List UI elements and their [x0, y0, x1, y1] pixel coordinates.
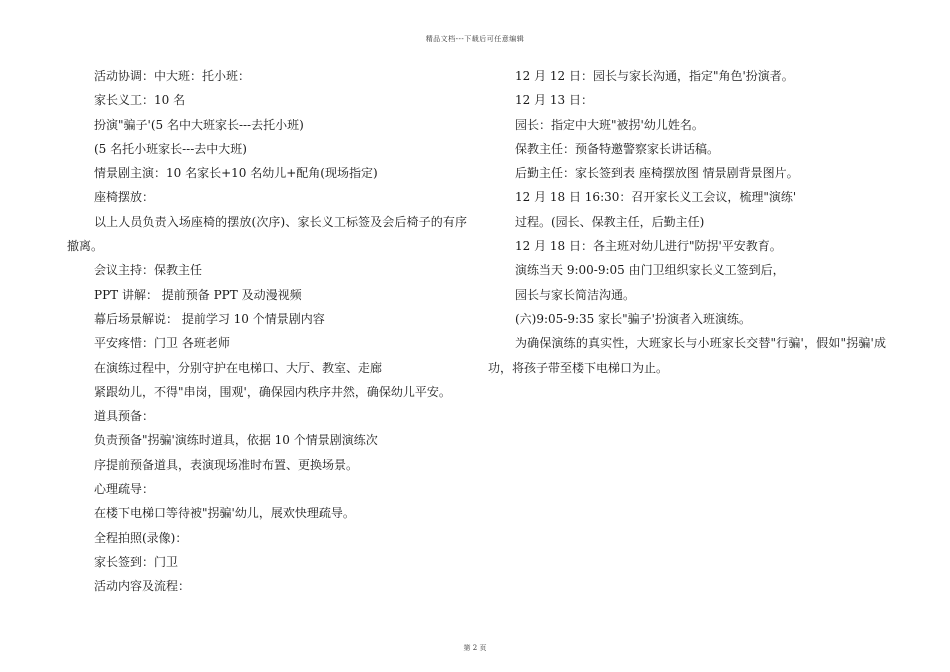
- page-header: 精品文档---下载后可任意编辑: [425, 35, 525, 43]
- paragraph: 心理疏导：: [94, 482, 155, 497]
- paragraph: PPT 讲解： 提前预备 PPT 及动漫视频: [94, 287, 302, 302]
- left-column: [67, 64, 467, 599]
- paragraph: 演练当天 9:00-9:05 由门卫组织家长义工签到后，: [515, 263, 785, 278]
- paragraph: (5 名托小班家长---去中大班): [94, 141, 247, 156]
- paragraph: 情景剧主演：10 名家长+10 名幼儿+配角(现场指定): [94, 166, 378, 181]
- paragraph: 园长：指定中大班"被拐'幼儿姓名。: [515, 117, 704, 132]
- paragraph: 12 月 18 日：各主班对幼儿进行"防拐'平安教育。: [515, 239, 782, 254]
- paragraph: 12 月 12 日：园长与家长沟通，指定"角色'扮演者。: [515, 69, 794, 83]
- paragraph: 会议主持：保教主任: [94, 263, 203, 278]
- paragraph: 全程拍照(录像)：: [94, 530, 188, 545]
- paragraph: 紧跟幼儿，不得"串岗，围观'，确保园内秩序井然，确保幼儿平安。: [94, 384, 451, 399]
- paragraph: 后勤主任：家长签到表 座椅摆放图 情景剧背景图片。: [515, 166, 799, 181]
- right-column: [488, 64, 886, 380]
- paragraph: 扮演"骗子'(5 名中大班家长---去托小班): [94, 117, 304, 132]
- paragraph: 活动协调：中大班：托小班：: [94, 69, 251, 83]
- paragraph: 平安疼惜：门卫 各班老师: [94, 336, 230, 351]
- paragraph: 为确保演练的真实性，大班家长与小班家长交替"行骗'，假如"拐骗'成功，将孩子带至楼下电梯口为止。: [488, 336, 886, 375]
- paragraph: 家长签到：门卫: [94, 554, 179, 569]
- paragraph: 负责预备"拐骗'演练时道具，依据 10 个情景剧演练次: [94, 433, 378, 448]
- paragraph: 序提前预备道具，表演现场准时布置、更换场景。: [94, 457, 359, 472]
- paragraph: 幕后场景解说： 提前学习 10 个情景剧内容: [94, 311, 325, 326]
- paragraph: 道具预备：: [94, 409, 155, 424]
- paragraph: 在演练过程中，分别守护在电梯口、大厅、教室、走廊: [94, 360, 383, 375]
- paragraph: 家长义工：10 名: [94, 93, 186, 108]
- paragraph: 在楼下电梯口等待被"拐骗'幼儿，展欢快理疏导。: [94, 506, 355, 521]
- paragraph: (六)9:05-9:35 家长"骗子'扮演者入班演练。: [515, 311, 751, 326]
- paragraph: 活动内容及流程：: [94, 579, 191, 594]
- paragraph: 12 月 13 日：: [515, 93, 593, 108]
- paragraph: 过程。(园长、保教主任，后勤主任): [515, 214, 705, 229]
- paragraph: 12 月 18 日 16:30：召开家长义工会议，梳理"演练': [515, 190, 797, 205]
- paragraph: 保教主任：预备特邀警察家长讲话稿。: [515, 141, 720, 156]
- paragraph: 以上人员负责入场座椅的摆放(次序)、家长义工标签及会后椅子的有序撤离。: [67, 214, 467, 254]
- paragraph: 座椅摆放：: [94, 190, 155, 205]
- paragraph: 园长与家长简洁沟通。: [515, 287, 636, 302]
- page-number: 第 2 页: [463, 644, 487, 652]
